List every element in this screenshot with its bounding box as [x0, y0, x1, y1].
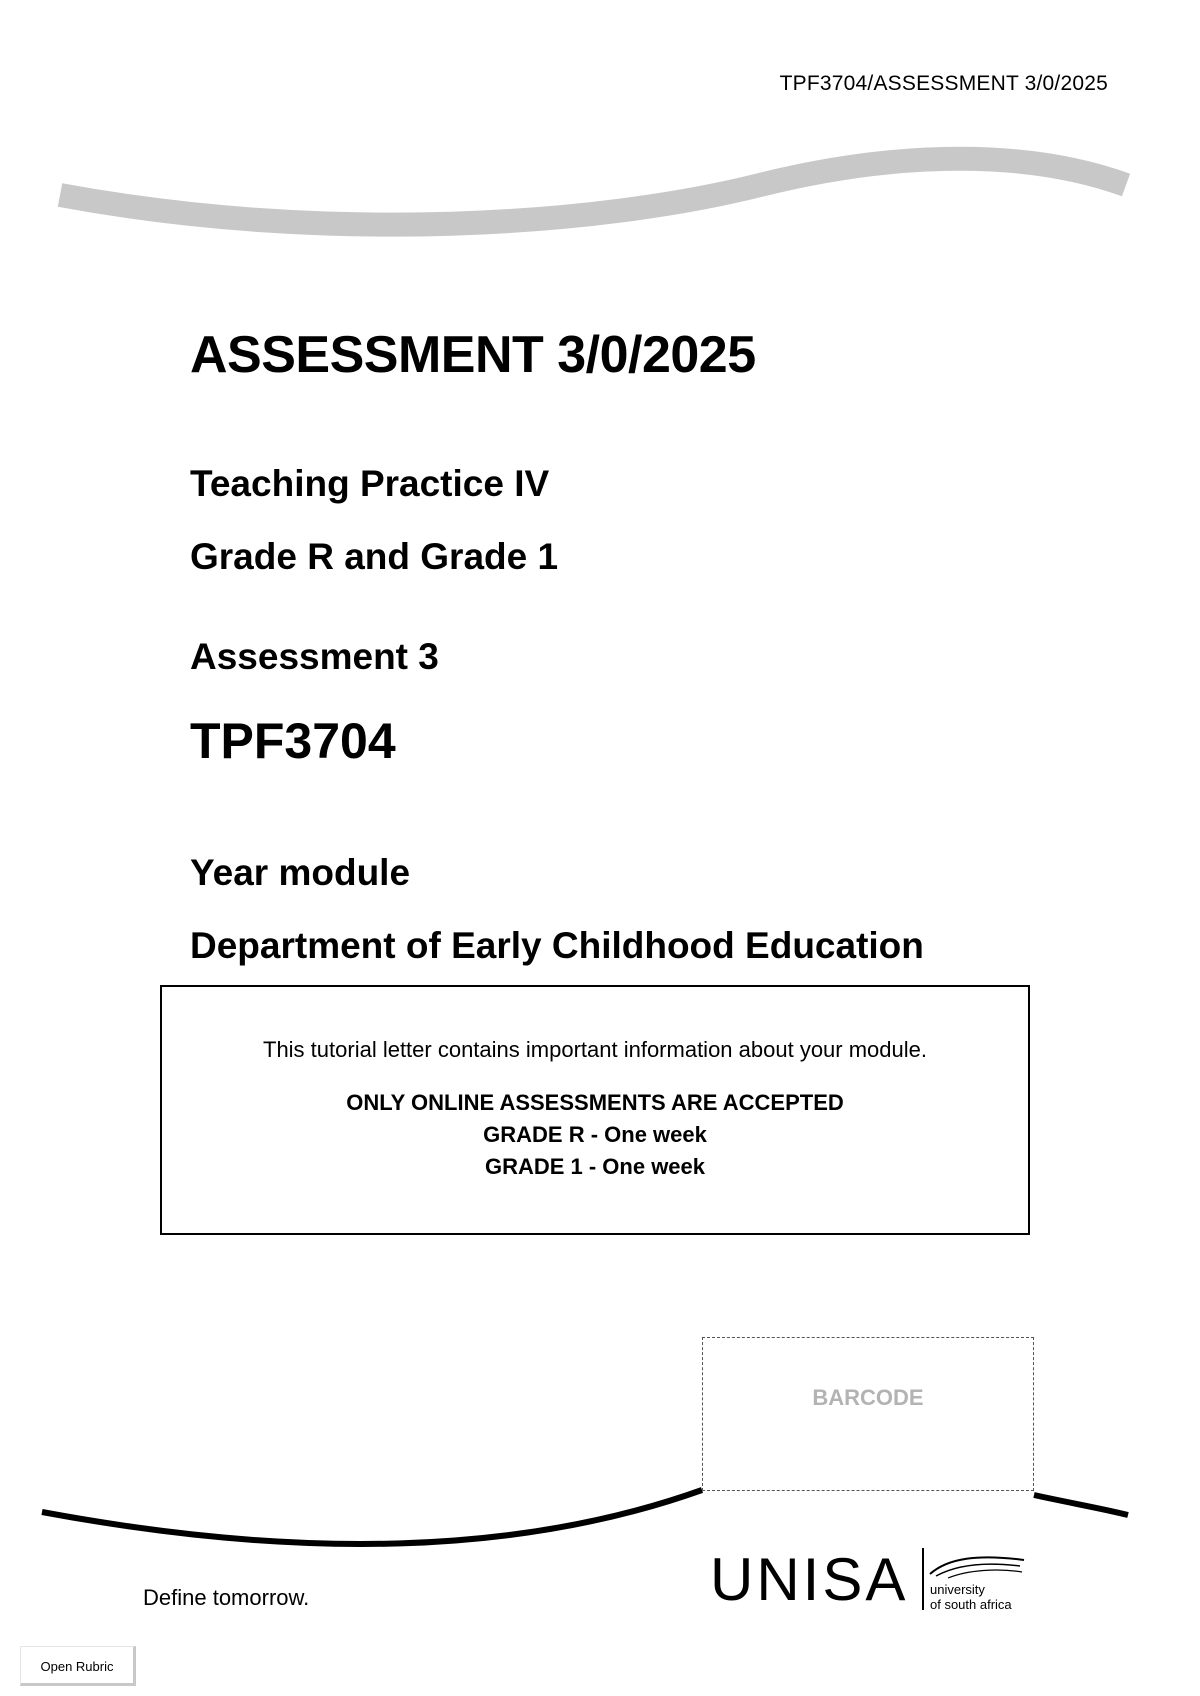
notice-intro: This tutorial letter contains important information about your module. — [263, 1037, 927, 1062]
module-name: Teaching Practice IV — [190, 463, 550, 504]
module-duration: Year module — [190, 852, 411, 893]
notice-grade-1: GRADE 1 - One week — [484, 1154, 706, 1179]
logo-emblem-icon — [928, 1552, 1028, 1582]
department-name: Department of Early Childhood Education — [190, 925, 924, 966]
top-wave — [60, 159, 1126, 225]
logo-divider — [922, 1548, 924, 1610]
notice-box — [160, 985, 1030, 1235]
logo-wordmark: UNISA — [710, 1546, 909, 1613]
bottom-wave — [42, 1490, 702, 1544]
barcode-placeholder — [702, 1337, 1034, 1491]
tagline: Define tomorrow. — [143, 1585, 310, 1610]
logo-sub-country: of south africa — [930, 1597, 1012, 1612]
barcode-label: BARCODE — [812, 1385, 924, 1410]
logo-subtitle — [930, 1582, 1012, 1612]
page-title: ASSESSMENT 3/0/2025 — [190, 326, 756, 384]
bottom-wave-right — [1034, 1495, 1128, 1515]
logo-sub-university: university — [930, 1582, 985, 1597]
open-rubric-button[interactable]: Open Rubric — [20, 1646, 136, 1686]
grades-heading: Grade R and Grade 1 — [190, 536, 559, 577]
document-reference: TPF3704/ASSESSMENT 3/0/2025 — [779, 72, 1108, 95]
module-code: TPF3704 — [190, 713, 396, 769]
notice-online-only: ONLY ONLINE ASSESSMENTS ARE ACCEPTED — [346, 1090, 844, 1115]
notice-grade-r: GRADE R - One week — [483, 1122, 707, 1147]
assessment-heading: Assessment 3 — [190, 636, 439, 677]
unisa-logo — [710, 1546, 909, 1613]
